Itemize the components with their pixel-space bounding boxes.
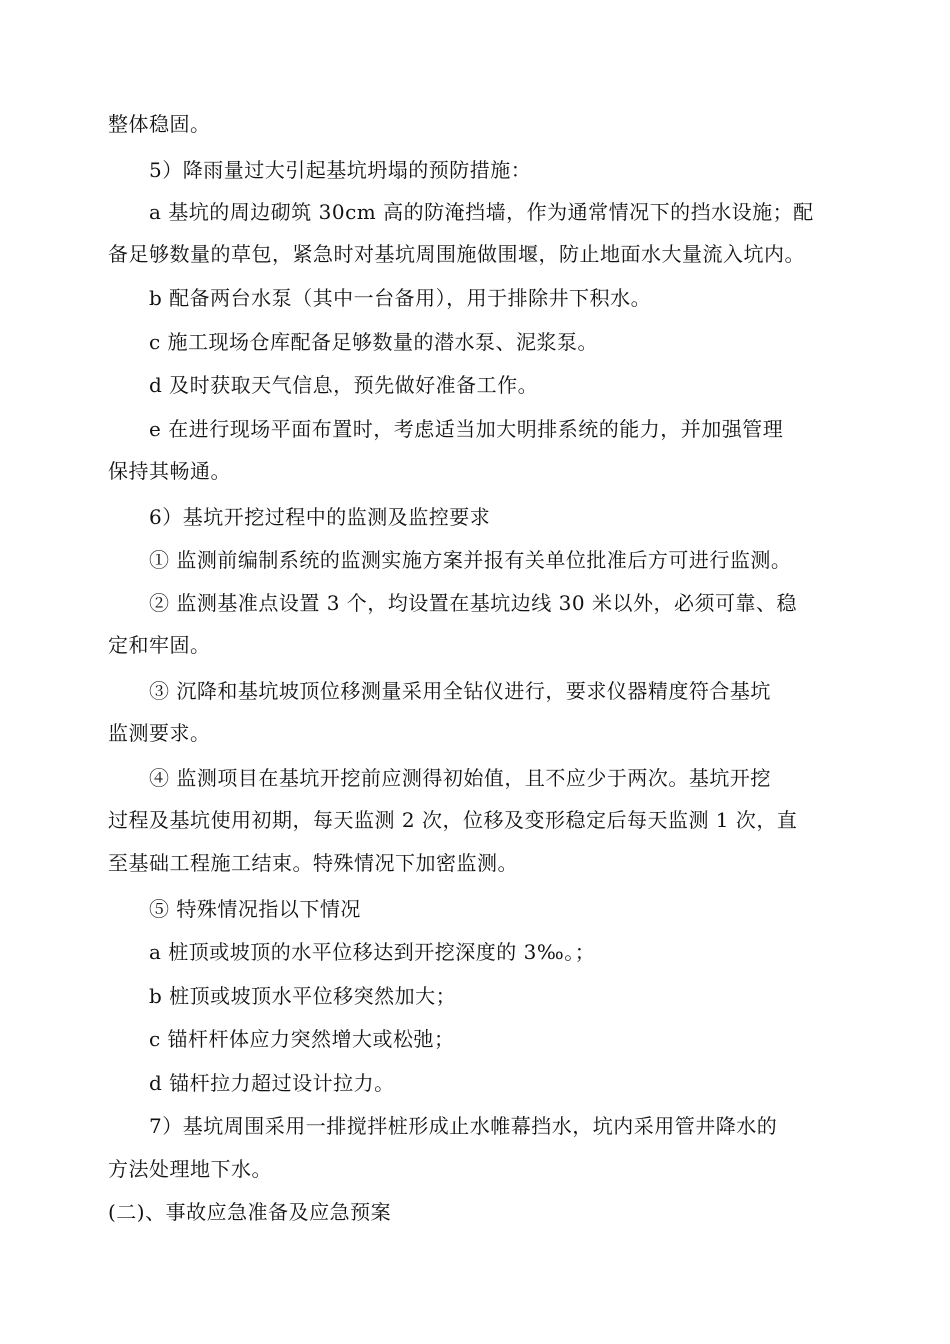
text-line: 方法处理地下水。	[108, 1157, 272, 1181]
text-line: ③ 沉降和基坑坡顶位移测量采用全钻仪进行，要求仪器精度符合基坑	[149, 679, 771, 703]
text-line: 备足够数量的草包，紧急时对基坑周围施做围堰，防止地面水大量流入坑内。	[108, 242, 805, 266]
text-line: 整体稳固。	[108, 112, 211, 136]
text-line: b 配备两台水泵（其中一台备用），用于排除井下积水。	[149, 286, 652, 310]
section-heading-6: 6）基坑开挖过程中的监测及监控要求	[149, 505, 491, 529]
text-line: 保持其畅通。	[108, 459, 231, 483]
text-line: ⑤ 特殊情况指以下情况	[149, 897, 361, 921]
text-line: 定和牢固。	[108, 633, 211, 657]
text-line: ④ 监测项目在基坑开挖前应测得初始值，且不应少于两次。基坑开挖	[149, 766, 771, 790]
section-heading-5: 5）降雨量过大引起基坑坍塌的预防措施：	[149, 158, 532, 182]
text-line: c 施工现场仓库配备足够数量的潜水泵、泥浆泵。	[149, 330, 599, 354]
section-heading-2: (二)、事故应急准备及应急预案	[108, 1200, 392, 1224]
text-line: 监测要求。	[108, 721, 211, 745]
text-line: ① 监测前编制系统的监测实施方案并报有关单位批准后方可进行监测。	[149, 548, 792, 572]
text-line: 过程及基坑使用初期，每天监测 2 次，位移及变形稳定后每天监测 1 次，直	[108, 808, 798, 832]
text-line: 至基础工程施工结束。特殊情况下加密监测。	[108, 851, 518, 875]
text-line: a 桩顶或坡顶的水平位移达到开挖深度的 3‰。；	[149, 940, 596, 964]
text-line: d 及时获取天气信息，预先做好准备工作。	[149, 373, 539, 397]
text-line: ② 监测基准点设置 3 个，均设置在基坑边线 30 米以外，必须可靠、稳	[149, 591, 797, 615]
text-line: d 锚杆拉力超过设计拉力。	[149, 1071, 395, 1095]
section-heading-7: 7）基坑周围采用一排搅拌桩形成止水帷幕挡水，坑内采用管井降水的	[149, 1114, 778, 1138]
text-line: c 锚杆杆体应力突然增大或松弛；	[149, 1027, 455, 1051]
text-line: b 桩顶或坡顶水平位移突然加大；	[149, 984, 457, 1008]
text-line: a 基坑的周边砌筑 30cm 高的防淹挡墙，作为通常情况下的挡水设施；配	[149, 200, 814, 224]
text-line: e 在进行现场平面布置时，考虑适当加大明排系统的能力，并加强管理	[149, 417, 784, 441]
